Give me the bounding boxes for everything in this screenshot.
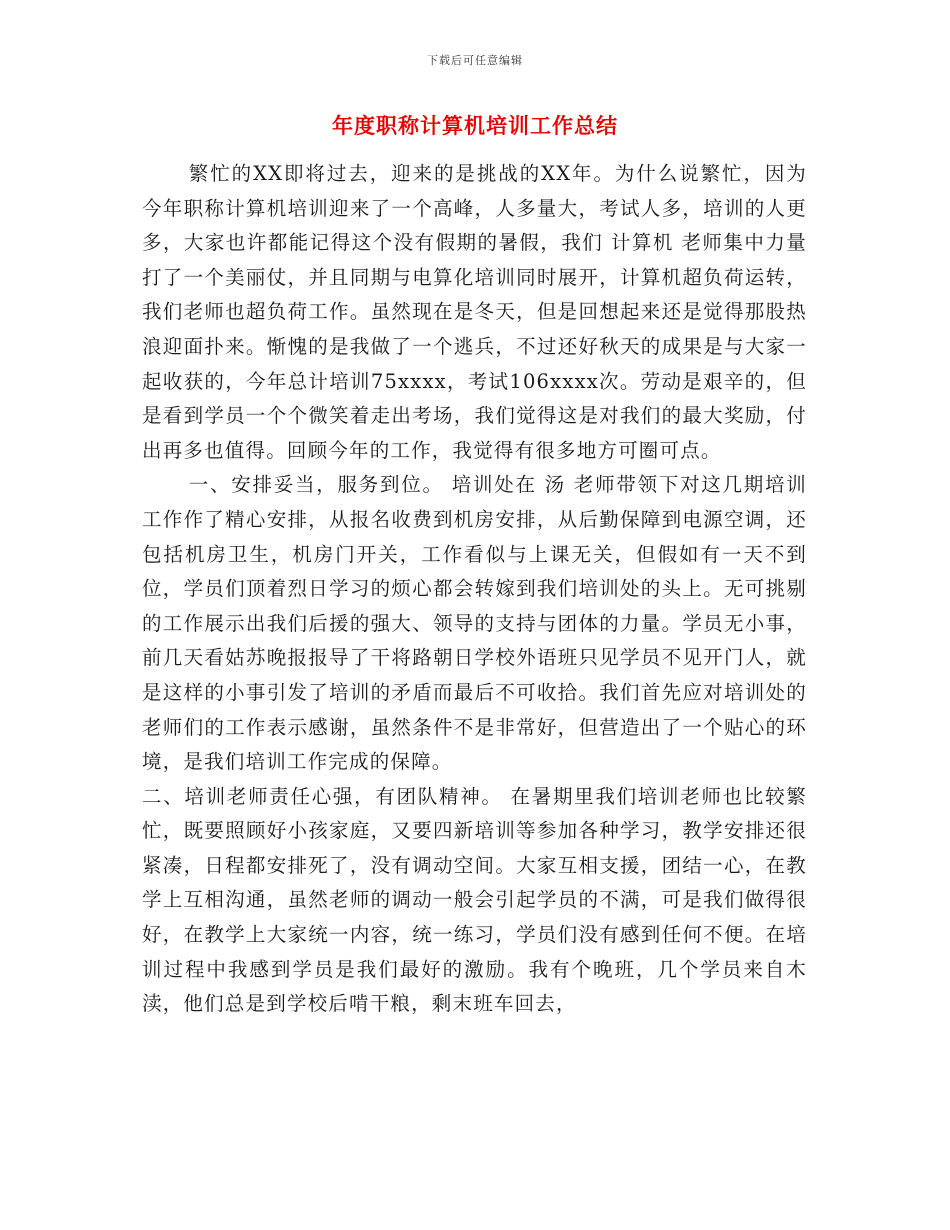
paragraph-section-1: 一、安排妥当，服务到位。 培训处在 汤 老师带领下对这几期培训工作作了精心安排，从报名收费到机房安排，从后勤保障到电源空调，还包括机房卫生，机房门开关，工作看似与上课无关，但假如有一天不到位，学员们顶着烈日学习的烦心都会转嫁到我们培训处的头上。无可挑剔的工作展示出我们后援的强大、领导的支持与团体的力量。学员无小事，前几天看姑苏晚报报导了干将路朝日学校外语班只见学员不见开门人，就是这样的小事引发了培训的矛盾而最后不可收拾。我们首先应对培训处的老师们的工作表示感谢，虽然条件不是非常好，但营造出了一个贴心的环境，是我们培训工作完成的保障。 bbox=[142, 473, 807, 774]
document-title: 年度职称计算机培训工作总结 bbox=[332, 114, 618, 138]
paragraph-section-2: 二、培训老师责任心强，有团队精神。 在暑期里我们培训老师也比较繁忙，既要照顾好小孩家庭，又要四新培训等参加各种学习，教学安排还很紧凑，日程都安排死了，没有调动空间。大家互相支援，团结一心，在教学上互相沟通，虽然老师的调动一般会引起学员的不满，可是我们做得很好，在教学上大家统一内容，统一练习，学员们没有感到任何不便。在培训过程中我感到学员是我们最好的激励。我有个晚班，几个学员来自木渎，他们总是到学校后啃干粮，剩末班车回去， bbox=[142, 784, 807, 1016]
document-body bbox=[142, 157, 807, 1022]
download-note: 下载后可任意编辑 bbox=[427, 54, 523, 67]
paragraph-intro: 繁忙的XX即将过去，迎来的是挑战的XX年。为什么说繁忙，因为今年职称计算机培训迎来了一个高峰，人多量大，考试人多，培训的人更多，大家也许都能记得这个没有假期的暑假，我们 计算机 老师集中力量打了一个美丽仗，并且同期与电算化培训同时展开，计算机超负荷运转，我们老师也超负荷工作。虽然现在是冬天，但是回想起来还是觉得那股热浪迎面扑来。惭愧的是我做了一个逃兵，不过还好秋天的成果是与大家一起收获的，今年总计培训75xxxx，考试106xxxx次。劳动是艰辛的，但是看到学员一个个微笑着走出考场，我们觉得这是对我们的最大奖励，付出再多也值得。回顾今年的工作，我觉得有很多地方可圈可点。 bbox=[142, 162, 807, 462]
